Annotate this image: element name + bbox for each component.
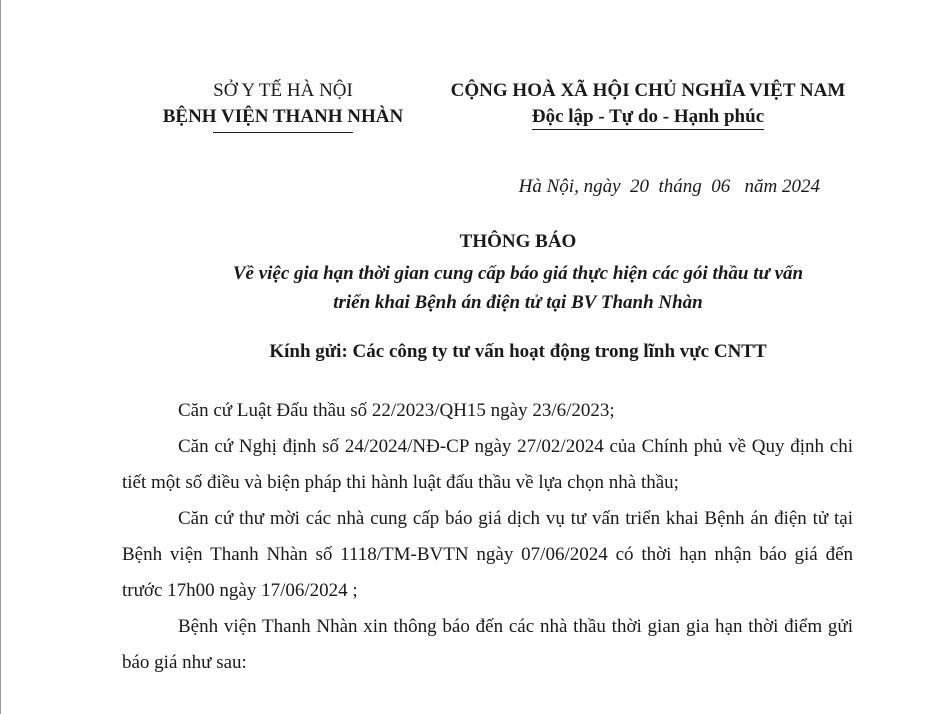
paragraph-legal-basis-decree: Căn cứ Nghị định số 24/2024/NĐ-CP ngày 27/02/2024 của Chính phủ về Quy định chi tiết một số điều và biện pháp thi hành luật đấu thầu về lựa chọn nhà thầu; [122,436,853,493]
issuer-block [130,78,436,133]
national-header [440,78,856,130]
document-subject [120,259,916,317]
hospital-name: BỆNH VIỆN THANH NHÀN [162,106,404,127]
document-title: THÔNG BÁO [459,231,577,252]
document-body [122,393,853,681]
subject-line-2: triển khai Bệnh án điện tử tại BV Thanh Nhàn [333,292,703,313]
issuer-underline [213,132,353,133]
national-motto: Độc lập - Tự do - Hạnh phúc [532,105,764,130]
paragraph-legal-basis-law: Căn cứ Luật Đấu thầu số 22/2023/QH15 ngày 23/6/2023; [178,400,615,421]
paragraph-announcement: Bệnh viện Thanh Nhàn xin thông báo đến các nhà thầu thời gian gia hạn thời điểm gửi báo giá như sau: [122,616,853,673]
recipient-line: Kính gửi: Các công ty tư vấn hoạt động trong lĩnh vực CNTT [269,341,767,362]
ministry-name: SỞ Y TẾ HÀ NỘI [213,80,353,101]
paragraph-invitation-letter: Căn cứ thư mời các nhà cung cấp báo giá dịch vụ tư vấn triển khai Bệnh án điện tử tại Bệnh viện Thanh Nhàn số 1118/TM-BVTN ngày 07/06/2024 có thời hạn nhận báo giá đến trước 17h00 ngày 17/06/2024 ; [122,508,853,601]
country-name: CỘNG HOÀ XÃ HỘI CHỦ NGHĨA VIỆT NAM [450,80,846,101]
subject-line-1: Về việc gia hạn thời gian cung cấp báo giá thực hiện các gói thầu tư vấn [232,263,804,284]
page-edge [0,0,1,714]
date-line: Hà Nội, ngày 20 tháng 06 năm 2024 [518,176,820,197]
